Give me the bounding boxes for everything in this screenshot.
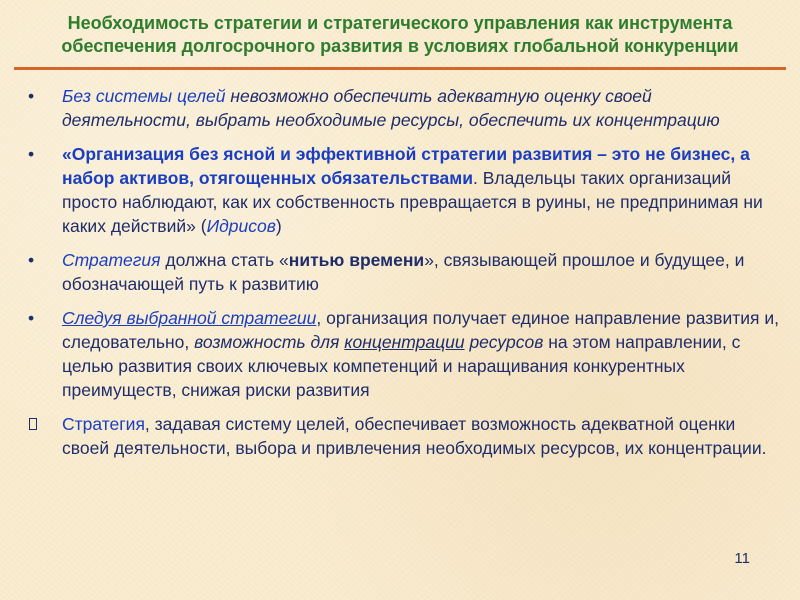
emphasis-text: Стратегия <box>62 414 145 434</box>
title-divider <box>14 67 786 70</box>
emphasis-text: концентрации <box>344 332 465 352</box>
bullet-item <box>20 248 780 296</box>
bullet-marker: • <box>28 86 35 106</box>
emphasis-text: Следуя выбранной стратегии <box>62 308 317 328</box>
body-text: на этом направлении, с целью развития своих ключевых компетенций и наращивания конкурентных преимуществ, снижая риски развития <box>62 332 741 400</box>
body-text: невозможно обеспечить адекватную оценку своей деятельности, выбрать необходимые ресурсы, обеспечить их концентрацию <box>62 86 720 130</box>
body-text: ) <box>275 216 282 236</box>
body-text: должна стать « <box>160 250 289 270</box>
body-text: », связывающей прошлое и будущее, и обозначающей путь к развитию <box>62 250 745 294</box>
bullet-marker: • <box>28 144 35 164</box>
slide-title <box>8 12 792 58</box>
slide-title-line: обеспечения долгосрочного развития в условиях глобальной конкуренции <box>61 36 739 56</box>
bullet-item <box>20 142 780 238</box>
body-text: , задавая систему целей, обеспечивает возможность адекватной оценки своей деятельности, выбора и привлечения необходимых ресурсов, их концентрации. <box>62 414 767 458</box>
emphasis-text: возможность для <box>194 332 340 352</box>
quote-text: «Организация без ясной и эффективной стратегии развития – это не бизнес, а набор активов, отягощенных обязательствами <box>62 144 750 188</box>
bullet-item <box>20 412 780 460</box>
bullet-item <box>20 84 780 132</box>
bullet-marker: • <box>28 308 35 328</box>
emphasis-text: нитью времени <box>288 250 425 270</box>
slide-title-line: Необходимость стратегии и стратегического управления как инструмента <box>67 13 733 33</box>
bullet-item <box>20 306 780 402</box>
emphasis-text: ресурсов <box>469 332 544 352</box>
body-text: . Владельцы таких организаций просто наблюдают, как их собственность превращается в руины, не предпринимая ни каких действий» ( <box>62 168 763 236</box>
emphasis-text: Без системы целей <box>62 86 226 106</box>
bullet-list <box>20 84 780 470</box>
emphasis-text: Стратегия <box>62 250 161 270</box>
author-name: Идрисов <box>206 216 276 236</box>
page-number: 11 <box>734 550 750 567</box>
bullet-marker: • <box>28 250 35 270</box>
body-text: , организация получает единое направление развития и, следовательно, <box>62 308 779 352</box>
box-marker-icon <box>29 418 37 430</box>
